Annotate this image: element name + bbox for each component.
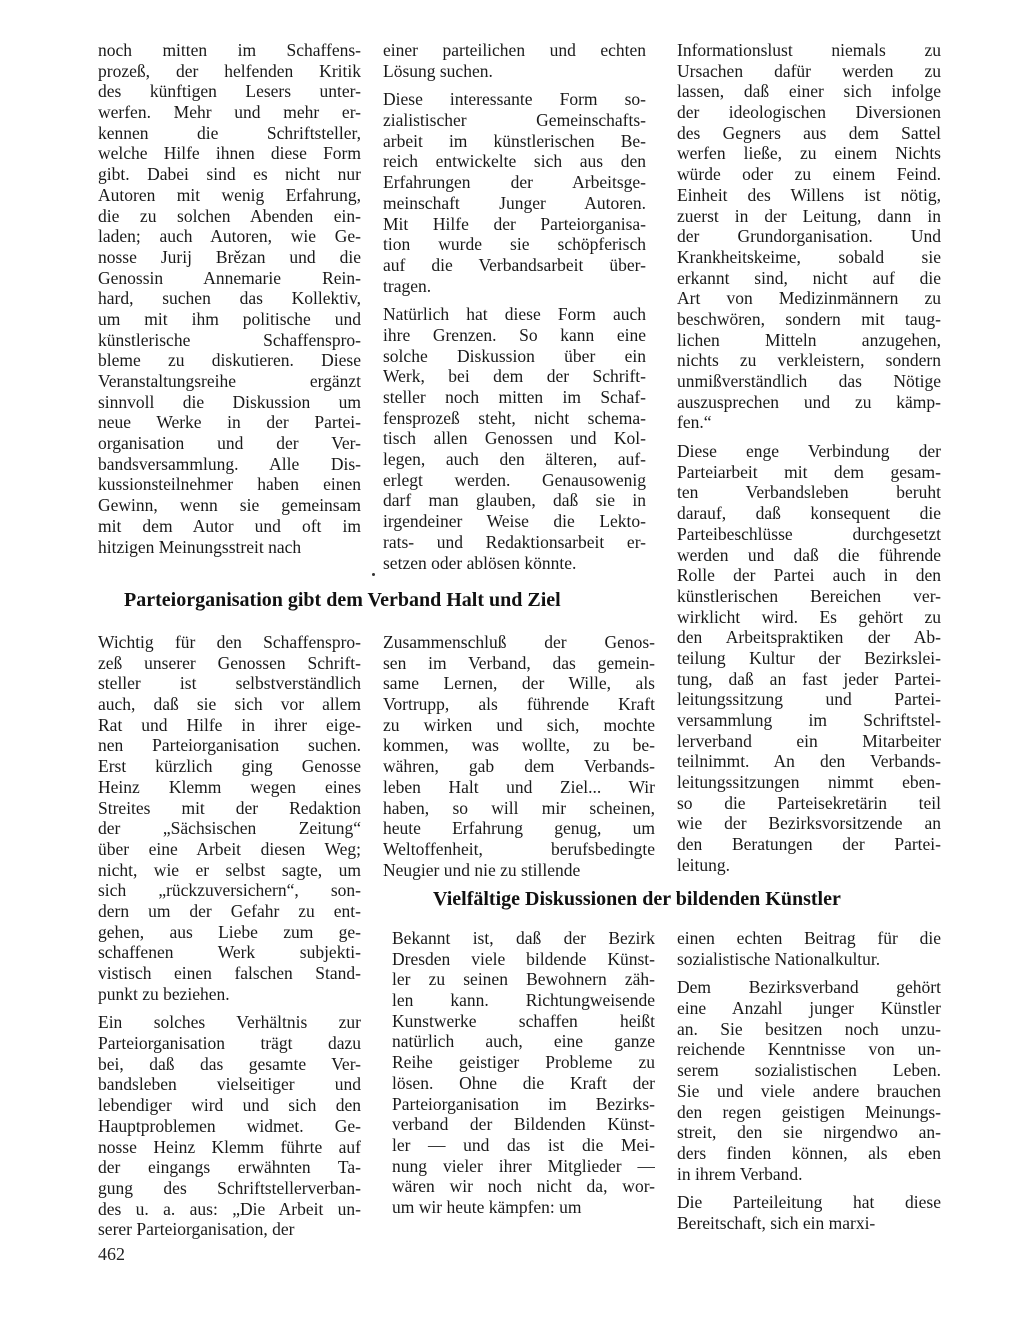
- text-line: irgendeiner Weise die Lekto-: [383, 511, 646, 532]
- text-line: lassen, daß einer sich infolge: [677, 81, 941, 102]
- text-line: heute Erfahrung genug, um: [383, 818, 655, 839]
- text-line: legen, auch den älteren, auf-: [383, 449, 646, 470]
- text-line: Diese interessante Form so-: [383, 89, 646, 110]
- text-column: [98, 632, 361, 1240]
- text-line: einer parteilichen und echten: [383, 40, 646, 60]
- text-line: lerverband ein Mitarbeiter: [677, 730, 941, 751]
- text-line: kommen, was wollte, zu be-: [383, 735, 655, 756]
- text-line: teilung Kultur der Bezirkslei-: [677, 647, 941, 668]
- text-line: Sie und viele andere brauchen: [677, 1080, 941, 1101]
- text-line: lebendiger wird und sich den: [98, 1095, 361, 1116]
- text-line: währen, gab dem Verbands-: [383, 756, 655, 777]
- text-line: Streites mit der Redaktion: [98, 797, 361, 818]
- text-line: Ein solches Verhältnis zur: [98, 1012, 361, 1033]
- text-line: würde oder zu einem Feind.: [677, 164, 941, 185]
- text-line: ihre Grenzen. So kann eine: [383, 324, 646, 345]
- text-column: [677, 40, 941, 876]
- text-line: Wichtig für den Schaffenspro-: [98, 632, 361, 652]
- text-line: der „Sächsischen Zeitung“: [98, 818, 361, 839]
- text-line: Autoren mit wenig Erfahrung,: [98, 184, 361, 205]
- text-line: ders finden können, als eben: [677, 1142, 941, 1163]
- text-line: auf die Verbandsarbeit über-: [383, 254, 646, 275]
- text-line: Parteiorganisation im Bezirks-: [392, 1093, 655, 1114]
- text-line: Lösung suchen.: [383, 60, 493, 81]
- text-line: welche Hilfe ihnen diese Form: [98, 143, 361, 164]
- text-line: lösen. Ohne die Kraft der: [392, 1072, 655, 1093]
- text-line: Kunstwerke schaffen heißt: [392, 1010, 655, 1031]
- text-line: hitzigen Meinungsstreit nach: [98, 536, 302, 557]
- paragraph: [383, 304, 646, 573]
- text-line: reich entwickelte sich aus den: [383, 151, 646, 172]
- text-line: unmißverständlich das Nötige: [677, 371, 941, 391]
- text-column: [677, 928, 941, 1234]
- text-line: prozeß, der helfenden Kritik: [98, 60, 361, 81]
- text-line: Genossin Annemarie Rein-: [98, 267, 361, 288]
- paragraph: [677, 977, 941, 1184]
- section-heading-visual-artists: Vielfältige Diskussionen der bildenden Künstler: [433, 888, 841, 910]
- text-line: Dresden viele bildende Künst-: [392, 948, 655, 969]
- text-line: wirklicht wird. Es gehört zu: [677, 606, 941, 627]
- text-line: Einheit des Willens ist nötig,: [677, 184, 941, 205]
- text-line: ten Verbandsleben beruht: [677, 482, 941, 503]
- text-line: Bereitschaft, sich ein marxi-: [677, 1212, 876, 1233]
- text-line: beschwören, sondern mit taug-: [677, 308, 941, 329]
- text-line: Erfahrungen der Arbeitsge-: [383, 172, 646, 193]
- paragraph: [677, 928, 941, 969]
- text-line: vistisch einen falschen Stand-: [98, 963, 361, 983]
- text-line: des u. a. aus: „Die Arbeit un-: [98, 1198, 361, 1219]
- text-line: leitungssitzung und Partei-: [677, 689, 941, 710]
- text-line: gung des Schriftstellerverban-: [98, 1177, 361, 1198]
- text-line: um wir heute kämpfen: um: [392, 1196, 582, 1217]
- text-line: bei, daß das gesamte Ver-: [98, 1053, 361, 1074]
- text-line: künstlerische Schaffenspro-: [98, 329, 361, 350]
- text-line: Weltoffenheit, berufsbedingte: [383, 838, 655, 859]
- text-line: serem sozialistischen Leben.: [677, 1060, 941, 1081]
- text-line: Zusammenschluß der Genos-: [383, 632, 655, 652]
- text-line: Rat und Hilfe in ihrer eige-: [98, 714, 361, 735]
- text-line: Reihe geistiger Probleme zu: [392, 1052, 655, 1073]
- text-line: schaffenen Werk subjekti-: [98, 942, 361, 963]
- text-line: nosse Heinz Klemm führte auf: [98, 1136, 361, 1157]
- text-line: Art von Medizinmännern zu: [677, 288, 941, 309]
- paragraph: [677, 40, 941, 433]
- text-line: meinschaft Junger Autoren.: [383, 192, 646, 213]
- text-line: Bekannt ist, daß der Bezirk: [392, 928, 655, 948]
- text-line: werden und daß die führende: [677, 544, 941, 565]
- text-line: sich „rückzuversichern“, son-: [98, 880, 361, 901]
- text-line: laden; auch Autoren, wie Ge-: [98, 226, 361, 247]
- section-heading-party-organisation: Parteiorganisation gibt dem Verband Halt und Ziel: [124, 589, 561, 611]
- text-line: Gewinn, wenn sie gemeinsam: [98, 495, 361, 516]
- text-line: Natürlich hat diese Form auch: [383, 304, 646, 325]
- text-line: nung vieler ihrer Mitglieder —: [392, 1155, 655, 1176]
- text-line: leitung.: [677, 854, 730, 875]
- text-line: um mit ihm politische und: [98, 308, 361, 329]
- text-line: len kann. Richtungweisende: [392, 990, 655, 1011]
- text-line: versammlung im Schriftstel-: [677, 710, 941, 730]
- text-line: Parteiorganisation trägt dazu: [98, 1033, 361, 1054]
- text-line: so die Parteisekretärin teil: [677, 792, 941, 813]
- text-column: [98, 40, 361, 557]
- text-line: rats- und Redaktionsarbeit er-: [383, 531, 646, 552]
- text-line: in ihrem Verband.: [677, 1163, 803, 1184]
- text-line: Ursachen dafür werden zu: [677, 60, 941, 81]
- text-line: Veranstaltungsreihe ergänzt: [98, 371, 361, 391]
- text-line: zeß unserer Genossen Schrift-: [98, 652, 361, 673]
- text-line: Erst kürzlich ging Genosse: [98, 756, 361, 777]
- text-line: Werk, bei dem der Schrift-: [383, 366, 646, 387]
- text-line: Parteibeschlüsse durchgesetzt: [677, 523, 941, 544]
- text-line: bandsleben vielseitiger und: [98, 1074, 361, 1095]
- text-line: der Grundorganisation. Und: [677, 226, 941, 247]
- text-line: darauf, daß konsequent die: [677, 503, 941, 524]
- text-line: punkt zu beziehen.: [98, 983, 230, 1004]
- text-line: der eingangs erwähnten Ta-: [98, 1157, 361, 1178]
- text-line: Dem Bezirksverband gehört: [677, 977, 941, 998]
- text-line: Diese enge Verbindung der: [677, 441, 941, 462]
- text-line: werfen ließe, zu einem Nichts: [677, 143, 941, 164]
- paragraph: [392, 928, 655, 1218]
- text-line: nosse Jurij Brězan und die: [98, 246, 361, 267]
- text-line: nicht, wie er selbst sagte, um: [98, 859, 361, 880]
- text-line: teilnimmt. An den Verbands-: [677, 751, 941, 772]
- text-column: [383, 632, 655, 880]
- text-line: organisation und der Ver-: [98, 433, 361, 454]
- text-line: des Gegners aus dem Sattel: [677, 122, 941, 143]
- paragraph: [677, 1192, 941, 1233]
- text-line: Rolle der Partei auch in den: [677, 565, 941, 586]
- text-line: erlegt werden. Genausowenig: [383, 469, 646, 490]
- paragraph: [677, 441, 941, 875]
- text-line: zuerst in der Leitung, dann in: [677, 205, 941, 226]
- stray-dot: [372, 573, 375, 576]
- text-line: ler zu seinen Bewohnern zäh-: [392, 969, 655, 990]
- text-line: tragen.: [383, 275, 432, 296]
- text-line: tion wurde sie schöpferisch: [383, 234, 646, 255]
- text-line: einen echten Beitrag für die: [677, 928, 941, 948]
- text-line: Heinz Klemm wegen eines: [98, 776, 361, 797]
- text-line: steller noch mitten im Schaf-: [383, 387, 646, 407]
- text-line: bleme zu diskutieren. Diese: [98, 350, 361, 371]
- paragraph: [98, 40, 361, 557]
- text-line: kennen die Schriftsteller,: [98, 122, 361, 143]
- text-line: an. Sie besitzen noch unzu-: [677, 1018, 941, 1039]
- text-line: Die Parteileitung hat diese: [677, 1192, 941, 1213]
- text-line: noch mitten im Schaffens-: [98, 40, 361, 60]
- text-line: zialistischer Gemeinschafts-: [383, 110, 646, 131]
- text-line: wie der Bezirksvorsitzende an: [677, 813, 941, 834]
- text-line: haben, so will mir scheinen,: [383, 797, 655, 818]
- text-line: zu wirken und sich, mochte: [383, 714, 655, 735]
- text-line: Krankheitskeime, sobald sie: [677, 246, 941, 267]
- text-line: kussionsteilnehmer haben einen: [98, 474, 361, 495]
- text-line: den regen geistigen Meinungs-: [677, 1101, 941, 1122]
- text-line: dern um der Gefahr zu ent-: [98, 900, 361, 921]
- text-line: auch, daß sie sich vor allem: [98, 694, 361, 715]
- text-line: den Arbeitspraktiken der Ab-: [677, 627, 941, 648]
- text-line: bandsversammlung. Alle Dis-: [98, 453, 361, 474]
- text-line: streit, den sie nirgendwo an-: [677, 1122, 941, 1143]
- text-line: leitungssitzungen nimmt eben-: [677, 772, 941, 793]
- text-line: auszusprechen und zu kämp-: [677, 391, 941, 412]
- text-line: den Beratungen der Partei-: [677, 834, 941, 855]
- text-line: Vortrupp, als führende Kraft: [383, 694, 655, 715]
- text-column: [383, 40, 646, 573]
- text-line: Parteiarbeit mit dem gesam-: [677, 461, 941, 482]
- text-line: über eine Arbeit diesen Weg;: [98, 838, 361, 859]
- text-line: sen im Verband, das gemein-: [383, 652, 655, 673]
- text-line: der ideologischen Diversionen: [677, 102, 941, 123]
- paragraph: [383, 40, 646, 81]
- text-line: eine Anzahl junger Künstler: [677, 998, 941, 1019]
- text-line: erkannt sind, nicht auf die: [677, 267, 941, 288]
- text-line: nichts zu verkleistern, sondern: [677, 350, 941, 371]
- text-line: sinnvoll die Diskussion um: [98, 391, 361, 412]
- text-line: Hauptproblemen widmet. Ge-: [98, 1115, 361, 1136]
- paragraph: [98, 632, 361, 1004]
- text-line: verband der Bildenden Künst-: [392, 1114, 655, 1135]
- text-line: wären wir noch nicht da, wor-: [392, 1176, 655, 1197]
- page-number: 462: [98, 1244, 125, 1264]
- paragraph: [98, 1012, 361, 1240]
- paragraph: [383, 632, 655, 880]
- text-line: neue Werke in der Partei-: [98, 412, 361, 433]
- text-line: sozialistische Nationalkultur.: [677, 948, 881, 969]
- text-line: Neugier und nie zu stillende: [383, 859, 581, 880]
- text-line: serer Parteiorganisation, der: [98, 1219, 295, 1240]
- text-line: fen.“: [677, 412, 712, 433]
- text-line: darf man glauben, daß sie in: [383, 490, 646, 511]
- text-line: same Lernen, der Wille, als: [383, 673, 655, 694]
- text-line: natürlich auch, eine ganze: [392, 1031, 655, 1052]
- text-line: tung, daß an fast jeder Partei-: [677, 668, 941, 689]
- text-line: reichende Kenntnisse von un-: [677, 1039, 941, 1060]
- text-line: Informationslust niemals zu: [677, 40, 941, 60]
- text-line: gibt. Dabei sind es nicht nur: [98, 164, 361, 185]
- text-line: setzen oder ablösen könnte.: [383, 552, 577, 573]
- text-line: künstlerischen Bereichen ver-: [677, 585, 941, 606]
- text-line: ler — und das ist die Mei-: [392, 1134, 655, 1155]
- text-line: werfen. Mehr und mehr er-: [98, 102, 361, 123]
- text-line: mit dem Autor und oft im: [98, 515, 361, 536]
- text-line: leben Halt und Ziel... Wir: [383, 776, 655, 797]
- text-line: die zu solchen Abenden ein-: [98, 205, 361, 226]
- text-line: lichen Mitteln anzugehen,: [677, 329, 941, 350]
- text-column: [392, 928, 655, 1218]
- text-line: steller ist selbstverständlich: [98, 673, 361, 694]
- text-line: des künftigen Lesers unter-: [98, 81, 361, 102]
- text-line: gehen, aus Liebe zum ge-: [98, 921, 361, 942]
- text-line: solche Diskussion über ein: [383, 345, 646, 366]
- text-line: hard, suchen das Kollektiv,: [98, 288, 361, 309]
- text-line: fensprozeß steht, nicht schema-: [383, 407, 646, 428]
- text-line: tisch allen Genossen und Kol-: [383, 428, 646, 449]
- text-line: nen Parteiorganisation suchen.: [98, 735, 361, 756]
- text-line: arbeit im künstlerischen Be-: [383, 130, 646, 151]
- text-line: Mit Hilfe der Parteiorganisa-: [383, 213, 646, 234]
- paragraph: [383, 89, 646, 296]
